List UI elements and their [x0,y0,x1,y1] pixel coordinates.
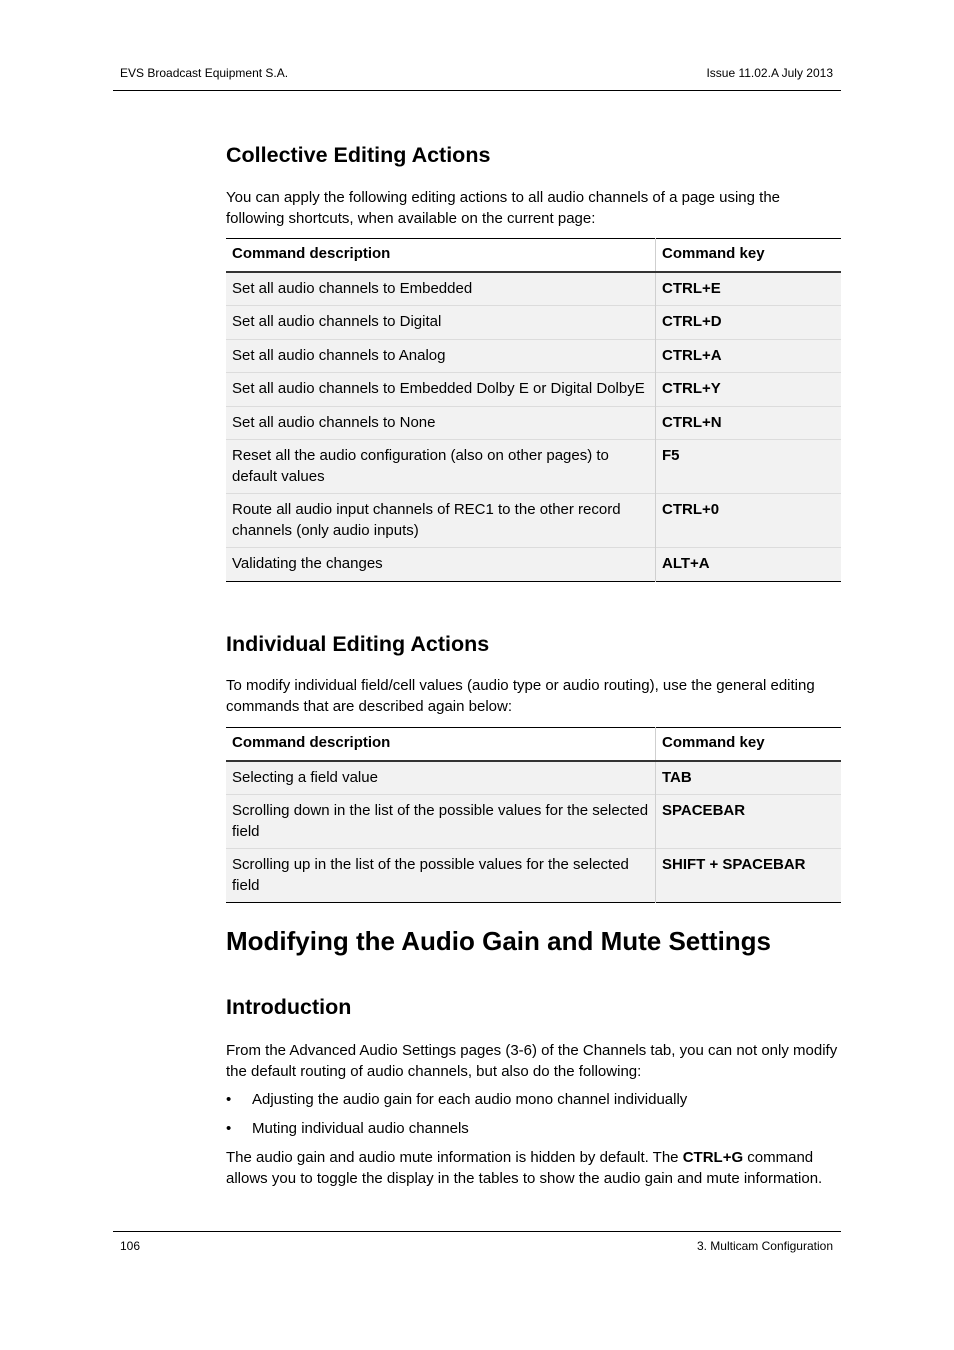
column-header-description: Command description [226,239,656,272]
command-key: CTRL+N [662,413,722,431]
table-row [226,761,841,795]
command-key: CTRL+E [662,279,721,297]
paragraph-text: command allows you to toggle the display in the tables to show the audio gain and mute information. [226,1149,823,1187]
command-description: Route all audio input channels of REC1 to the other record channels (only audio inputs) [226,494,656,548]
table-header-row [226,728,841,761]
command-key: ALT+A [662,555,710,572]
command-description: Reset all the audio configuration (also on other pages) to default values [226,440,656,494]
introduction-bullet-list [226,1089,687,1147]
command-key: F5 [662,447,680,464]
table-header-row [226,239,841,272]
individual-title: Individual Editing Actions [226,632,490,656]
bullet-icon: • [226,1120,232,1137]
collective-table [226,238,841,582]
shortcut-key: CTRL+G [682,1149,744,1166]
table-row [226,494,841,548]
column-header-description: Command description [226,728,656,761]
table-row [226,339,841,373]
command-description: Scrolling up in the list of the possible values for the selected field [226,849,656,903]
modifying-title: Modifying the Audio Gain and Mute Settings [226,926,772,956]
command-key: CTRL+A [662,346,722,364]
command-key: CTRL+0 [662,501,720,518]
column-header-key: Command key [662,734,765,751]
list-item-text: Adjusting the audio gain for each audio mono channel individually [252,1091,688,1108]
bullet-icon: • [226,1091,232,1108]
page-header [113,66,841,91]
introduction-paragraph-2 [226,1147,841,1189]
table-row [226,849,841,903]
command-key: CTRL+D [662,313,722,330]
individual-intro: To modify individual field/cell values (audio type or audio routing), use the general editing commands that are described again below: [226,677,815,715]
table-row [226,440,841,494]
command-description: Validating the changes [226,548,656,582]
table-row [226,272,841,306]
list-item [226,1118,687,1147]
command-key: TAB [662,768,692,786]
collective-intro: You can apply the following editing actions to all audio channels of a page using the following shortcuts, when available on the current page: [226,189,781,227]
command-key: SPACEBAR [662,802,746,819]
page-footer [113,1231,841,1253]
table-row [226,406,841,440]
header-company: EVS Broadcast Equipment S.A. [120,66,289,80]
table-row [226,306,841,340]
table-row [226,548,841,582]
command-description: Set all audio channels to None [226,406,656,440]
column-header-key: Command key [662,245,765,262]
list-item-text: Muting individual audio channels [252,1120,469,1137]
command-description: Set all audio channels to Digital [226,306,656,340]
command-description: Set all audio channels to Embedded [226,272,656,306]
command-description: Set all audio channels to Analog [226,339,656,373]
table-row [226,373,841,407]
list-item [226,1089,687,1118]
header-issue: Issue 11.02.A July 2013 [706,66,833,80]
introduction-title: Introduction [226,995,352,1019]
command-description: Set all audio channels to Embedded Dolby E or Digital DolbyE [226,373,656,407]
footer-chapter: 3. Multicam Configuration [696,1239,833,1253]
command-description: Scrolling down in the list of the possible values for the selected field [226,795,656,849]
command-key: CTRL+Y [662,380,721,397]
page-number: 106 [120,1239,141,1253]
introduction-paragraph: From the Advanced Audio Settings pages (3-6) of the Channels tab, you can not only modify the default routing of audio channels, but also do the following: [226,1042,838,1080]
table-row [226,795,841,849]
command-key: SHIFT + SPACEBAR [662,856,806,873]
collective-title: Collective Editing Actions [226,143,491,167]
paragraph-text: The audio gain and audio mute information is hidden by default. The [226,1149,683,1166]
individual-table [226,727,841,903]
command-description: Selecting a field value [226,761,656,795]
